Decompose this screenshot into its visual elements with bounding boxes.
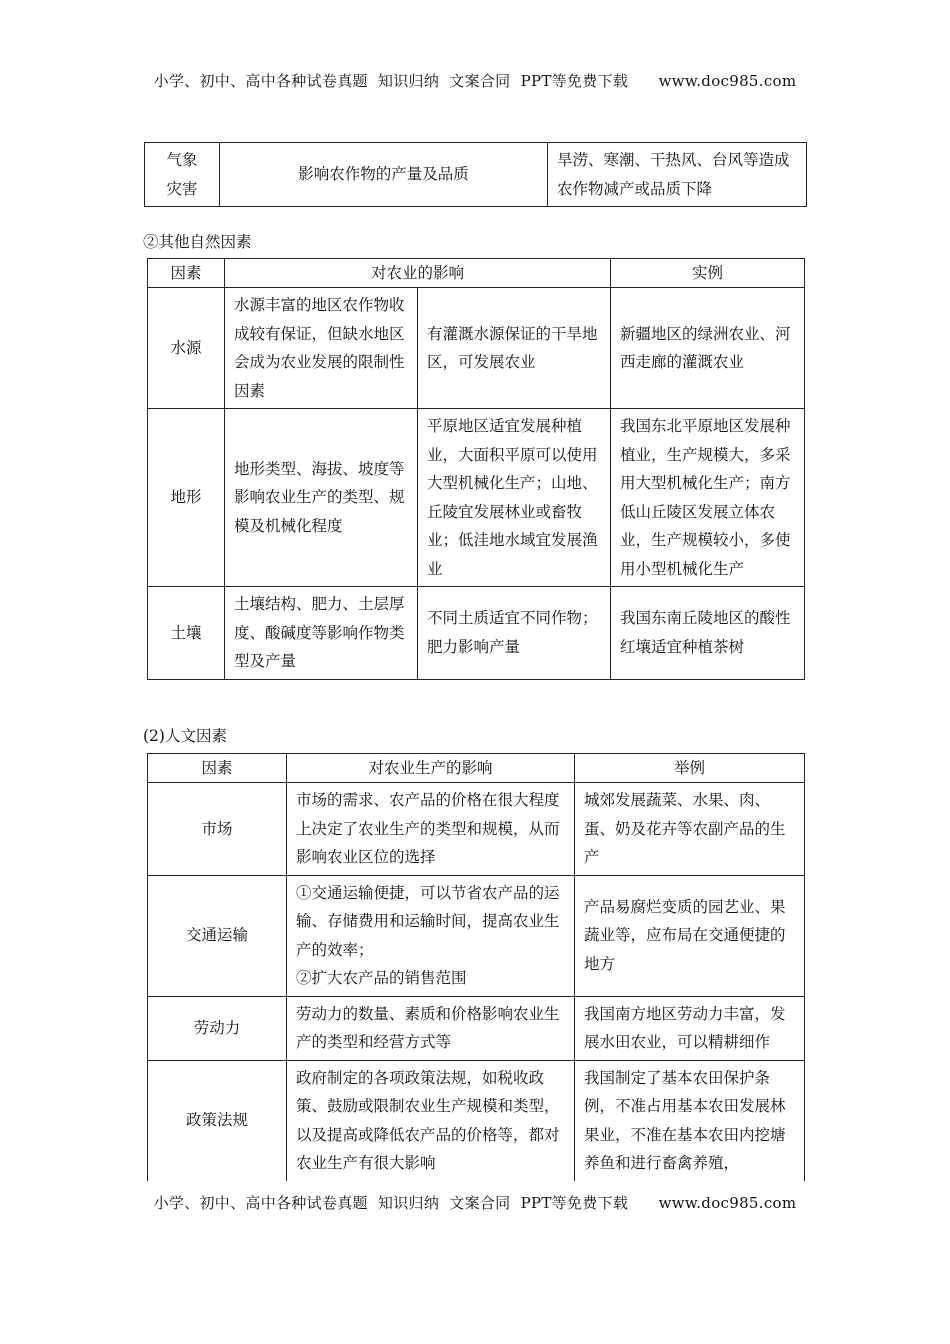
factor-cell: 水源	[148, 288, 225, 409]
table-row	[148, 996, 805, 1060]
impact-cell: 有灌溉水源保证的干旱地区，可发展农业	[418, 288, 611, 409]
factor-cell: 地形	[148, 409, 225, 587]
header-factor: 因素	[148, 754, 287, 783]
table-header-row	[148, 259, 805, 288]
impact-cell: 平原地区适宜发展种植业，大面积平原可以使用大型机械化生产；山地、丘陵宜发展林业或畜牧业；低洼地水域宜发展渔业	[418, 409, 611, 587]
table-row	[148, 288, 805, 409]
example-cell: 旱涝、寒潮、干热风、台风等造成农作物减产或品质下降	[548, 143, 807, 207]
impact-cell: 政府制定的各项政策法规，如税收政策、鼓励或限制农业生产规模和类型，以及提高或降低农产品的价格等，都对农业生产有很大影响	[287, 1060, 575, 1181]
example-cell: 我国东北平原地区发展种植业，生产规模大，多采用大型机械化生产；南方低山丘陵区发展立体农业，生产规模较小，多使用小型机械化生产	[611, 409, 805, 587]
impact-cell: 劳动力的数量、素质和价格影响农业生产的类型和经营方式等	[287, 996, 575, 1060]
factor-cell: 市场	[148, 783, 287, 876]
impact-cell: 水源丰富的地区农作物收成较有保证，但缺水地区会成为农业发展的限制性因素	[225, 288, 418, 409]
header-example: 举例	[575, 754, 805, 783]
example-cell: 产品易腐烂变质的园艺业、果蔬业等，应布局在交通便捷的地方	[575, 875, 805, 996]
impact-cell: ①交通运输便捷，可以节省农产品的运输、存储费用和运输时间，提高农业生产的效率； ②扩大农产品的销售范围	[287, 875, 575, 996]
natural-factors-table	[147, 258, 805, 680]
header-impact: 对农业的影响	[225, 259, 611, 288]
page-footer: 小学、初中、高中各种试卷真题 知识归纳 文案合同 PPT等免费下载 www.doc985.com	[153, 1194, 797, 1212]
table-row	[148, 587, 805, 680]
factor-cell: 土壤	[148, 587, 225, 680]
example-cell: 城郊发展蔬菜、水果、肉、蛋、奶及花卉等农副产品的生产	[575, 783, 805, 876]
human-factors-table	[147, 753, 805, 1181]
example-cell: 我国制定了基本农田保护条例，不准占用基本农田发展林果业，不准在基本农田内挖塘养鱼和进行畜禽养殖，	[575, 1060, 805, 1181]
factor-cell: 交通运输	[148, 875, 287, 996]
factor-cell: 劳动力	[148, 996, 287, 1060]
table-row	[148, 783, 805, 876]
table-header-row	[148, 754, 805, 783]
section-title-human-factors: (2)人文因素	[143, 727, 227, 745]
meteorological-disaster-table	[144, 142, 807, 207]
table-row	[148, 875, 805, 996]
table-row	[145, 143, 807, 207]
impact-cell: 影响农作物的产量及品质	[220, 143, 548, 207]
impact-cell: 地形类型、海拔、坡度等影响农业生产的类型、规模及机械化程度	[225, 409, 418, 587]
impact-cell: 市场的需求、农产品的价格在很大程度上决定了农业生产的类型和规模，从而影响农业区位的选择	[287, 783, 575, 876]
factor-cell: 政策法规	[148, 1060, 287, 1181]
example-cell: 我国东南丘陵地区的酸性红壤适宜种植茶树	[611, 587, 805, 680]
impact-cell: 土壤结构、肥力、土层厚度、酸碱度等影响作物类型及产量	[225, 587, 418, 680]
example-cell: 我国南方地区劳动力丰富，发展水田农业，可以精耕细作	[575, 996, 805, 1060]
header-impact: 对农业生产的影响	[287, 754, 575, 783]
factor-cell: 气象 灾害	[145, 143, 220, 207]
header-example: 实例	[611, 259, 805, 288]
header-factor: 因素	[148, 259, 225, 288]
table-row	[148, 1060, 805, 1181]
section-title-other-natural: ②其他自然因素	[143, 233, 252, 251]
example-cell: 新疆地区的绿洲农业、河西走廊的灌溉农业	[611, 288, 805, 409]
table-row	[148, 409, 805, 587]
page-header: 小学、初中、高中各种试卷真题 知识归纳 文案合同 PPT等免费下载 www.doc985.com	[153, 72, 797, 90]
impact-cell: 不同土质适宜不同作物；肥力影响产量	[418, 587, 611, 680]
